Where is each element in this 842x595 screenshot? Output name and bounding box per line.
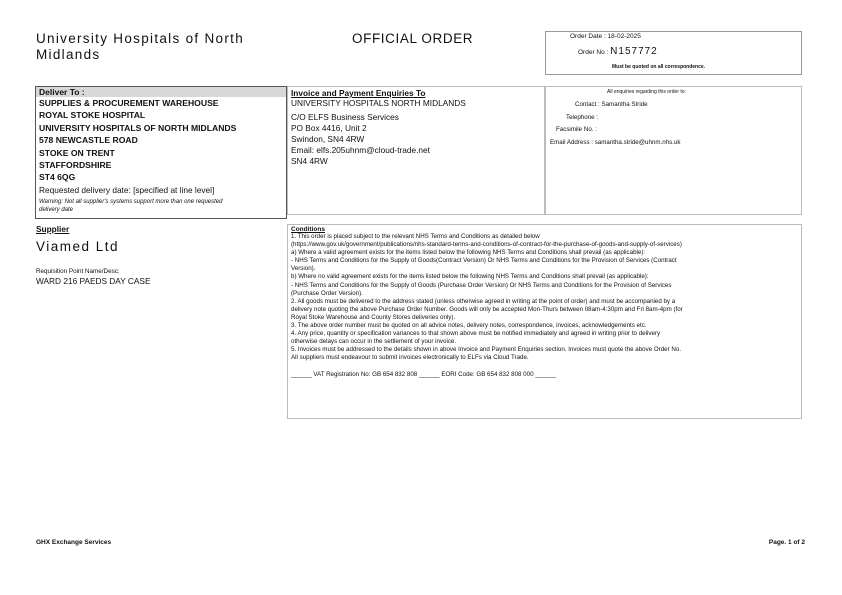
delivery-date-warning bbox=[36, 198, 286, 214]
organization-name-line2: Midlands bbox=[36, 47, 101, 62]
condition-line: - NHS Terms and Conditions for the Supply of Goods (Purchase Order Version) Or NHS Terms and Conditions for the Provision of Services bbox=[291, 281, 672, 289]
condition-line: All suppliers must endeavour to submit invoices electronically to ELFs via Cloud Trade. bbox=[291, 354, 529, 362]
address-line: STAFFORDSHIRE bbox=[39, 160, 112, 171]
warning-line: Warning: Not all supplier's systems support more than one requested bbox=[39, 198, 223, 205]
order-info-box bbox=[545, 31, 802, 75]
condition-line: 2. All goods must be delivered to the address stated (unless otherwise agreed in writing at the point of order) and must be accompanied by a bbox=[291, 297, 676, 305]
order-date: Order Date : 18-02-2025 bbox=[570, 33, 641, 40]
page-number: Page. 1 of 2 bbox=[768, 539, 805, 546]
terms-url: (https://www.gov.uk/government/publications/nhs-standard-terms-and-conditions-of-contract-for-the-purchase-of-goods-and-supply-of-services) bbox=[291, 241, 682, 249]
address-line: ST4 6QG bbox=[39, 172, 76, 183]
invoice-heading: Invoice and Payment Enquiries To bbox=[291, 88, 426, 98]
footer-provider: GHX Exchange Services bbox=[36, 539, 112, 546]
condition-line: Royal Stoke Warehouse and County Stores deliveries only). bbox=[291, 313, 456, 321]
condition-line: 1. This order is placed subject to the relevant NHS Terms and Conditions as detailed below bbox=[291, 233, 540, 240]
condition-line: 5. Invoices must be addressed to the details shown in above Invoice and Payment Enquiries section. Invoices must quote the above Order No. bbox=[291, 346, 682, 354]
delivery-address bbox=[36, 97, 286, 184]
condition-line: (Purchase Order Version). bbox=[291, 289, 363, 297]
condition-line: a) Where a valid agreement exists for the items listed below the following NHS Terms and Conditions shall prevail (as applicable): bbox=[291, 249, 646, 257]
telephone: Telephone : bbox=[566, 114, 598, 121]
contact-name: Contact : Samantha Stride bbox=[575, 101, 648, 108]
order-number-row bbox=[578, 46, 658, 57]
enquiries-box bbox=[545, 86, 802, 215]
condition-line: otherwise delays can occur in the settlement of your invoice. bbox=[291, 338, 457, 346]
facsimile: Facsimile No. : bbox=[556, 126, 597, 133]
address-line: ROYAL STOKE HOSPITAL bbox=[39, 110, 146, 121]
contact-email: Email Address : samantha.stride@uhnm.nhs.uk bbox=[550, 139, 681, 146]
organization-name-line1: University Hospitals of North bbox=[36, 31, 245, 46]
requisition-point-label: Requisition Point Name/Desc: bbox=[36, 268, 120, 275]
invoice-line: UNIVERSITY HOSPITALS NORTH MIDLANDS bbox=[291, 98, 466, 108]
invoice-line: C/O ELFS Business Services bbox=[291, 112, 399, 122]
requested-delivery-date: Requested delivery date: [specified at line level] bbox=[39, 184, 215, 195]
condition-line: Version). bbox=[291, 265, 316, 273]
order-number: N157772 bbox=[610, 46, 658, 57]
organization-name bbox=[36, 31, 296, 63]
deliver-to-heading: Deliver To : bbox=[36, 87, 286, 97]
address-line: SUPPLIES & PROCUREMENT WAREHOUSE bbox=[39, 98, 219, 108]
condition-line: 3. The above order number must be quoted on all advice notes, delivery notes, correspondence, invoices, acknowledgements etc. bbox=[291, 322, 647, 330]
supplier-heading: Supplier bbox=[36, 224, 70, 234]
condition-line: - NHS Terms and Conditions for the Supply of Goods(Contract Version) Or NHS Terms and Conditions for the Provision of Services (Contract bbox=[291, 257, 677, 265]
order-number-note: Must be quoted on all correspondence. bbox=[612, 64, 706, 70]
address-line: 578 NEWCASTLE ROAD bbox=[39, 135, 138, 146]
warning-line: delivery date bbox=[39, 206, 74, 213]
address-line: STOKE ON TRENT bbox=[39, 147, 115, 158]
conditions-box bbox=[287, 224, 802, 419]
invoice-line: Swindon, SN4 4RW bbox=[291, 134, 365, 144]
vat-eori-line: ______ VAT Registration No: GB 654 832 808 ______ EORI Code: GB 654 832 808 000 ______ bbox=[291, 370, 556, 378]
address-line: UNIVERSITY HOSPITALS OF NORTH MIDLANDS bbox=[39, 122, 237, 133]
deliver-to-box bbox=[35, 86, 287, 219]
condition-line: b) Where no valid agreement exists for the items listed below the following NHS Terms and Conditions shall prevail (as applicable): bbox=[291, 273, 649, 281]
invoice-line: PO Box 4416, Unit 2 bbox=[291, 123, 367, 133]
invoice-line: SN4 4RW bbox=[291, 156, 328, 166]
enquiries-heading: All enquiries regarding this order to: bbox=[607, 89, 686, 95]
invoice-email: Email: elfs.205uhnm@cloud-trade.net bbox=[291, 145, 430, 155]
condition-line: 4. Any price, quantity or specification variances to that shown above must be notified immediately and agreed in writing prior to delivery bbox=[291, 330, 661, 338]
requisition-point-value: WARD 216 PAEDS DAY CASE bbox=[36, 276, 151, 286]
condition-line: delivery note quoting the above Purchase Order Number. Goods will only be accepted Mon-Thurs between 08am-4:30pm and Fri 8am-4pm (for bbox=[291, 305, 683, 313]
invoice-enquiries-box bbox=[287, 86, 545, 215]
order-number-label: Order No : bbox=[578, 49, 609, 56]
conditions-heading: Conditions bbox=[291, 226, 325, 233]
document-title: OFFICIAL ORDER bbox=[352, 31, 474, 46]
supplier-name: Viamed Ltd bbox=[36, 239, 120, 254]
